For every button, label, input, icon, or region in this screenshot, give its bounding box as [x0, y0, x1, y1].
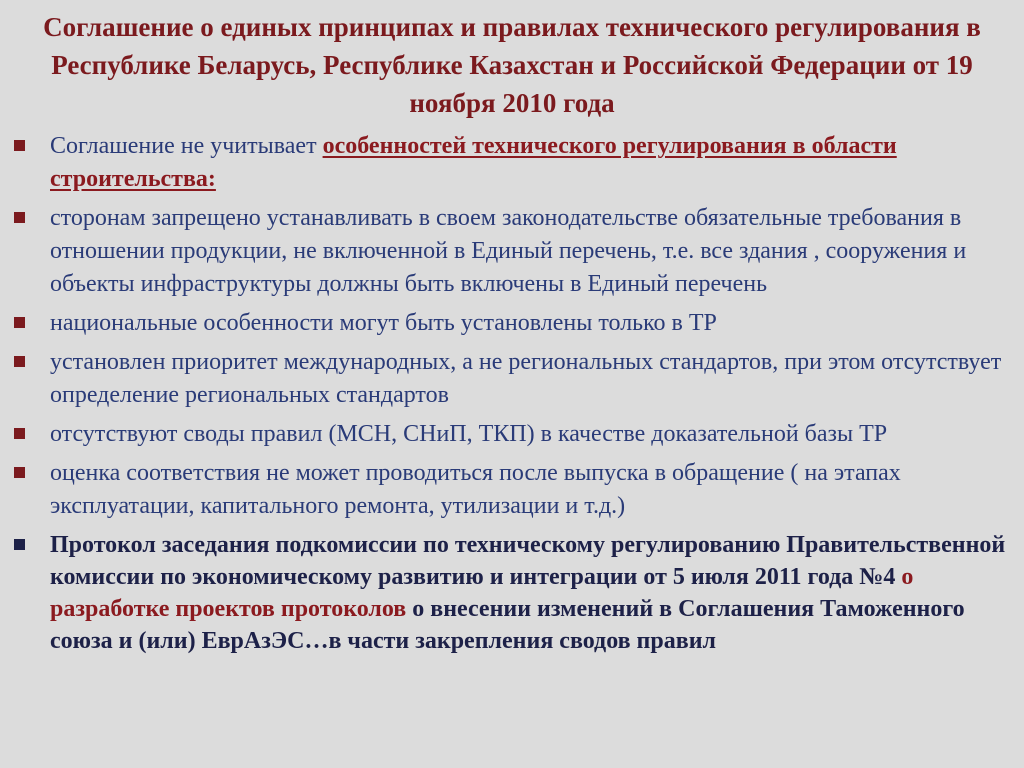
- square-bullet-icon: [14, 539, 25, 550]
- bullet-item-protocol: [12, 529, 1012, 657]
- bullet-emphasis: особенностей технического регулирования в области строительства:: [50, 133, 897, 192]
- bullet-item-codes: [12, 418, 1012, 451]
- square-bullet-icon: [14, 428, 25, 439]
- bullet-item-scope: [12, 130, 1012, 196]
- bullet-item-conformity: [12, 457, 1012, 523]
- bullet-text: национальные особенности могут быть установлены только в ТР: [50, 310, 717, 336]
- bullet-list: [12, 130, 1012, 663]
- square-bullet-icon: [14, 212, 25, 223]
- protocol-subject: о разработке проектов протоколов: [50, 564, 914, 622]
- protocol-tail: о внесении изменений в Соглашения Таможенного союза и (или) ЕврАзЭС…в части закрепления сводов правил: [50, 596, 965, 654]
- square-bullet-icon: [14, 356, 25, 367]
- bullet-item-priority: [12, 346, 1012, 412]
- bullet-text: отсутствуют своды правил (МСН, СНиП, ТКП) в качестве доказательной базы ТР: [50, 421, 888, 447]
- protocol-title: Протокол заседания подкомиссии по техническому регулированию Правительственной комиссии по экономическому развитию и интеграции от 5 июля 2011 года №4: [50, 532, 1006, 590]
- bullet-item-prohibition: [12, 202, 1012, 301]
- square-bullet-icon: [14, 467, 25, 478]
- square-bullet-icon: [14, 317, 25, 328]
- square-bullet-icon: [14, 140, 25, 151]
- bullet-text: установлен приоритет международных, а не региональных стандартов, при этом отсутствует определение региональных стандартов: [50, 349, 1002, 408]
- bullet-item-national: [12, 307, 1012, 340]
- slide-title: Соглашение о единых принципах и правилах технического регулирования в Республике Беларусь, Республике Казахстан и Российской Федерации от 19 ноября 2010 года: [43, 12, 981, 118]
- bullet-text: Соглашение не учитывает: [50, 133, 323, 159]
- bullet-text: оценка соответствия не может проводиться после выпуска в обращение ( на этапах эксплуатации, капитального ремонта, утилизации и т.д.): [50, 460, 901, 519]
- bullet-text: сторонам запрещено устанавливать в своем законодательстве обязательные требования в отношении продукции, не включенной в Единый перечень, т.е. все здания , сооружения и объекты инфраструктуры должны быть включены в Единый перечень: [50, 205, 967, 297]
